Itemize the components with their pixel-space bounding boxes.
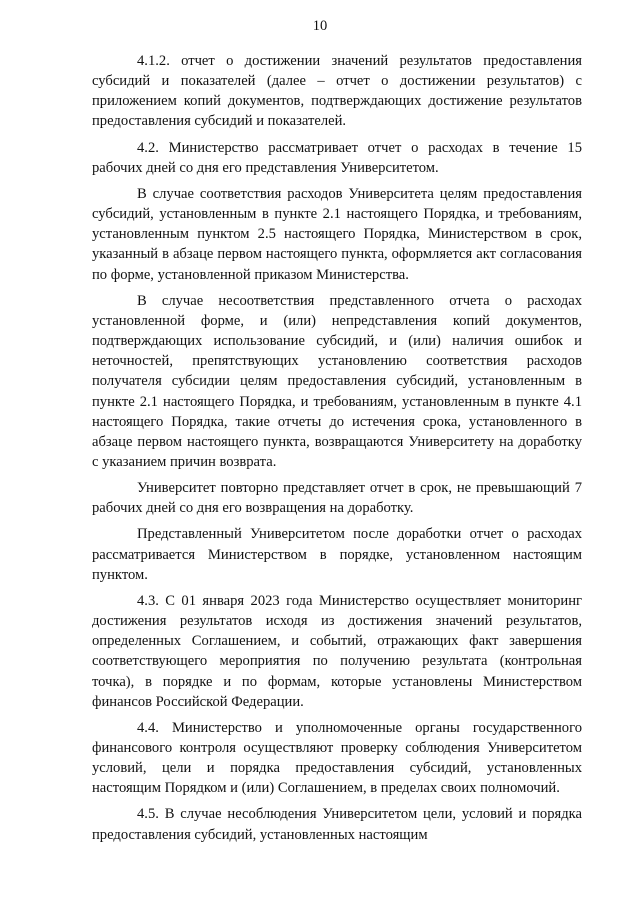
- paragraph-4-3: 4.3. С 01 января 2023 года Министерство осуществляет мониторинг достижения результатов исходя из достижения значений результатов, определенных Соглашением, и событий, отражающих факт завершения соответствующего мероприятия по получению результата (контрольная точка), в порядке и по формам, которые установлены Министерством финансов Российской Федерации.: [92, 592, 582, 710]
- paragraph-4-1-2: 4.1.2. отчет о достижении значений результатов предоставления субсидий и показателей (далее – отчет о достижении результатов) с приложением копий документов, подтверждающих достижение результатов предоставления субсидий и показателей.: [92, 53, 582, 130]
- paragraph-4-5: 4.5. В случае несоблюдения Университетом цели, условий и порядка предоставления субсидий, установленных настоящим: [92, 806, 582, 843]
- paragraph-4-4: 4.4. Министерство и уполномоченные органы государственного финансового контроля осуществляют проверку соблюдения Университетом условий, цели и порядка предоставления субсидий, установленных настоящим Порядком и (или) Соглашением, в пределах своих полномочий.: [92, 719, 582, 797]
- page-number: 10: [312, 18, 328, 34]
- document-body: [92, 51, 582, 845]
- paragraph-4-2: 4.2. Министерство рассматривает отчет о расходах в течение 15 рабочих дней со дня его представления Университетом.: [92, 139, 582, 176]
- paragraph-compliance: В случае соответствия расходов Университета целям предоставления субсидий, установленным в пункте 2.1 настоящего Порядка, и требованиям, установленным пунктом 2.5 настоящего Порядка, Министерством в срок, указанный в абзаце первом настоящего пункта, оформляется акт согласования по форме, установленной приказом Министерства.: [92, 185, 582, 283]
- paragraph-revised-report: Представленный Университетом после доработки отчет о расходах рассматривается Министерством в порядке, установленном настоящим пунктом.: [92, 526, 582, 583]
- paragraph-noncompliance: В случае несоответствия представленного отчета о расходах установленной форме, и (или) непредставления копий документов, подтверждающих использование субсидий, и (или) наличия ошибок и неточностей, препятствующих установлению соответствия расходов получателя субсидии целям предоставления субсидий, установленным в пункте 2.1 настоящего Порядка, и требованиям, установленным в пункте 4.1 настоящего Порядка, такие отчеты до истечения срока, установленного в абзаце первом настоящего пункта, возвращаются Университету на доработку с указанием причин возврата.: [92, 292, 582, 470]
- paragraph-resubmission: Университет повторно представляет отчет в срок, не превышающий 7 рабочих дней со дня его возвращения на доработку.: [92, 480, 582, 517]
